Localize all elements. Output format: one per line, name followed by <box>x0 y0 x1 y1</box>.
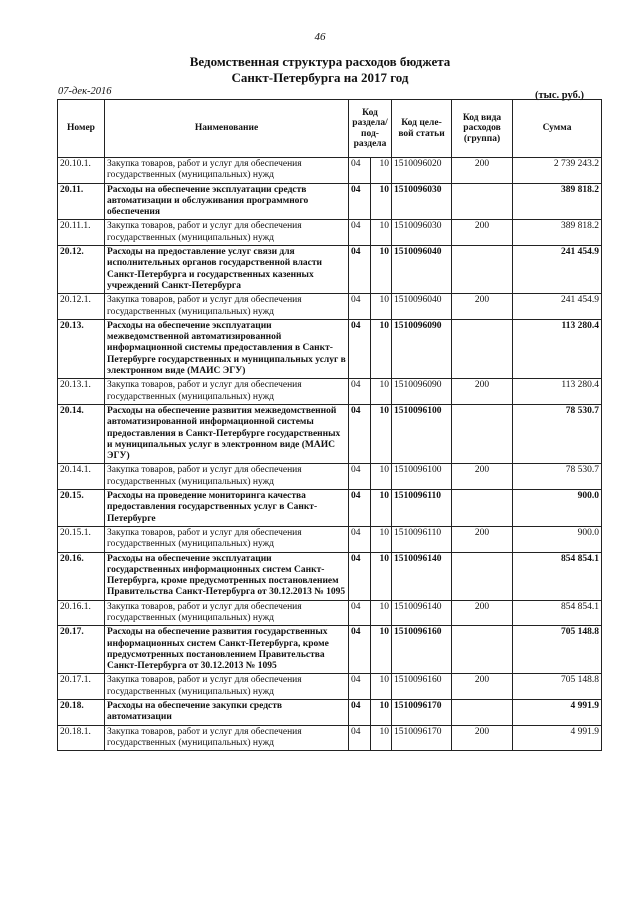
table-row <box>58 552 602 600</box>
row-section-code: 04 <box>349 294 371 320</box>
row-name: Закупка товаров, работ и услуг для обеспечения государственных (муниципальных) нужд <box>105 600 349 626</box>
row-article-code: 1510096090 <box>392 379 452 405</box>
table-row <box>58 246 602 294</box>
row-name: Закупка товаров, работ и услуг для обеспечения государственных (муниципальных) нужд <box>105 464 349 490</box>
row-number: 20.11.1. <box>58 220 105 246</box>
row-name: Закупка товаров, работ и услуг для обеспечения государственных (муниципальных) нужд <box>105 674 349 700</box>
row-number: 20.14.1. <box>58 464 105 490</box>
table-row <box>58 490 602 527</box>
row-name: Закупка товаров, работ и услуг для обеспечения государственных (муниципальных) нужд <box>105 526 349 552</box>
row-article-code: 1510096030 <box>392 220 452 246</box>
row-article-code: 1510096090 <box>392 319 452 378</box>
row-number: 20.18.1. <box>58 725 105 751</box>
table-header-row <box>58 100 602 158</box>
row-article-code: 1510096170 <box>392 725 452 751</box>
table-row <box>58 183 602 220</box>
row-expense-type: 200 <box>452 158 513 184</box>
table-row <box>58 379 602 405</box>
row-sum: 705 148.8 <box>513 626 602 674</box>
row-expense-type <box>452 319 513 378</box>
row-section-code: 04 <box>349 725 371 751</box>
row-number: 20.17.1. <box>58 674 105 700</box>
row-subsection-code: 10 <box>371 626 392 674</box>
row-expense-type: 200 <box>452 220 513 246</box>
row-subsection-code: 10 <box>371 319 392 378</box>
row-expense-type <box>452 246 513 294</box>
row-name: Закупка товаров, работ и услуг для обеспечения государственных (муниципальных) нужд <box>105 158 349 184</box>
row-name: Закупка товаров, работ и услуг для обеспечения государственных (муниципальных) нужд <box>105 725 349 751</box>
row-section-code: 04 <box>349 246 371 294</box>
row-article-code: 1510096140 <box>392 552 452 600</box>
row-subsection-code: 10 <box>371 674 392 700</box>
row-expense-type <box>452 183 513 220</box>
row-subsection-code: 10 <box>371 725 392 751</box>
row-number: 20.12. <box>58 246 105 294</box>
row-sum: 78 530.7 <box>513 404 602 463</box>
table-row <box>58 626 602 674</box>
row-subsection-code: 10 <box>371 526 392 552</box>
row-expense-type <box>452 490 513 527</box>
row-number: 20.16.1. <box>58 600 105 626</box>
header-expense-type: Код вида расходов (группа) <box>452 100 513 158</box>
header-sum: Сумма <box>513 100 602 158</box>
row-name: Расходы на обеспечение эксплуатации государственных информационных систем Санкт-Петербурга, кроме предусмотренных постановлением Правительства Санкт-Петербурга от 30.12.2013 № 1095 <box>105 552 349 600</box>
row-section-code: 04 <box>349 404 371 463</box>
row-sum: 389 818.2 <box>513 220 602 246</box>
row-sum: 241 454.9 <box>513 246 602 294</box>
table-row <box>58 464 602 490</box>
row-number: 20.13.1. <box>58 379 105 405</box>
row-sum: 854 854.1 <box>513 552 602 600</box>
row-section-code: 04 <box>349 700 371 726</box>
row-number: 20.14. <box>58 404 105 463</box>
row-article-code: 1510096160 <box>392 674 452 700</box>
title-line-1: Ведомственная структура расходов бюджета <box>189 54 451 69</box>
row-sum: 4 991.9 <box>513 700 602 726</box>
row-article-code: 1510096100 <box>392 404 452 463</box>
row-sum: 900.0 <box>513 490 602 527</box>
row-expense-type <box>452 700 513 726</box>
row-section-code: 04 <box>349 674 371 700</box>
row-article-code: 1510096110 <box>392 526 452 552</box>
row-expense-type: 200 <box>452 294 513 320</box>
row-name: Закупка товаров, работ и услуг для обеспечения государственных (муниципальных) нужд <box>105 220 349 246</box>
row-section-code: 04 <box>349 626 371 674</box>
row-number: 20.15. <box>58 490 105 527</box>
row-name: Расходы на обеспечение эксплуатации межведомственной автоматизированной информационной системы предоставления в Санкт-Петербурге государственных и муниципальных услуг в электронном виде (МАИС ЭГУ) <box>105 319 349 378</box>
row-section-code: 04 <box>349 183 371 220</box>
row-section-code: 04 <box>349 220 371 246</box>
document-title <box>0 54 640 86</box>
row-number: 20.17. <box>58 626 105 674</box>
title-line-2: Санкт-Петербурга на 2017 год <box>231 70 409 85</box>
row-subsection-code: 10 <box>371 220 392 246</box>
row-section-code: 04 <box>349 526 371 552</box>
header-article-code: Код целе- вой статьи <box>392 100 452 158</box>
row-expense-type: 200 <box>452 600 513 626</box>
row-name: Расходы на обеспечение закупки средств автоматизации <box>105 700 349 726</box>
row-subsection-code: 10 <box>371 404 392 463</box>
row-expense-type: 200 <box>452 526 513 552</box>
row-expense-type <box>452 404 513 463</box>
row-subsection-code: 10 <box>371 600 392 626</box>
row-name: Расходы на проведение мониторинга качества предоставления государственных услуг в Санкт-Петербурге <box>105 490 349 527</box>
row-name: Расходы на предоставление услуг связи для исполнительных органов государственной власти Санкт-Петербурга и государственных казенных учреждений Санкт-Петербурга <box>105 246 349 294</box>
row-subsection-code: 10 <box>371 700 392 726</box>
row-sum: 854 854.1 <box>513 600 602 626</box>
row-expense-type: 200 <box>452 674 513 700</box>
table-row <box>58 600 602 626</box>
header-section-code: Код раздела/ под- раздела <box>349 100 392 158</box>
table-row <box>58 674 602 700</box>
row-article-code: 1510096160 <box>392 626 452 674</box>
row-number: 20.10.1. <box>58 158 105 184</box>
row-section-code: 04 <box>349 319 371 378</box>
row-name: Расходы на обеспечение развития государственных информационных систем Санкт-Петербурга, кроме предусмотренных постановлением Правительства Санкт-Петербурга от 30.12.2013 № 1095 <box>105 626 349 674</box>
row-section-code: 04 <box>349 552 371 600</box>
row-expense-type: 200 <box>452 379 513 405</box>
row-sum: 2 739 243.2 <box>513 158 602 184</box>
units-label: (тыс. руб.) <box>535 90 584 101</box>
row-number: 20.18. <box>58 700 105 726</box>
row-subsection-code: 10 <box>371 490 392 527</box>
table-row <box>58 404 602 463</box>
row-section-code: 04 <box>349 158 371 184</box>
row-sum: 113 280.4 <box>513 379 602 405</box>
row-subsection-code: 10 <box>371 464 392 490</box>
row-sum: 113 280.4 <box>513 319 602 378</box>
document-date: 07-дек-2016 <box>58 86 112 97</box>
budget-table <box>57 99 602 751</box>
table-row <box>58 725 602 751</box>
table-row <box>58 294 602 320</box>
row-name: Расходы на обеспечение развития межведомственной автоматизированной информационной системы предоставления в Санкт-Петербурге государственных и муниципальных услуг в электронном виде (МАИС ЭГУ) <box>105 404 349 463</box>
table-row <box>58 319 602 378</box>
row-subsection-code: 10 <box>371 552 392 600</box>
row-article-code: 1510096110 <box>392 490 452 527</box>
row-number: 20.16. <box>58 552 105 600</box>
row-subsection-code: 10 <box>371 158 392 184</box>
row-name: Закупка товаров, работ и услуг для обеспечения государственных (муниципальных) нужд <box>105 379 349 405</box>
row-sum: 241 454.9 <box>513 294 602 320</box>
table-row <box>58 526 602 552</box>
table-row <box>58 220 602 246</box>
row-number: 20.15.1. <box>58 526 105 552</box>
row-section-code: 04 <box>349 490 371 527</box>
row-subsection-code: 10 <box>371 183 392 220</box>
row-article-code: 1510096030 <box>392 183 452 220</box>
row-article-code: 1510096040 <box>392 246 452 294</box>
row-expense-type: 200 <box>452 464 513 490</box>
table-row <box>58 700 602 726</box>
row-sum: 705 148.8 <box>513 674 602 700</box>
row-expense-type <box>452 552 513 600</box>
row-subsection-code: 10 <box>371 246 392 294</box>
row-expense-type <box>452 626 513 674</box>
header-number: Номер <box>58 100 105 158</box>
row-sum: 4 991.9 <box>513 725 602 751</box>
page-number: 46 <box>314 31 326 43</box>
row-article-code: 1510096170 <box>392 700 452 726</box>
row-article-code: 1510096020 <box>392 158 452 184</box>
row-subsection-code: 10 <box>371 379 392 405</box>
row-section-code: 04 <box>349 600 371 626</box>
row-number: 20.12.1. <box>58 294 105 320</box>
header-name: Наименование <box>105 100 349 158</box>
row-article-code: 1510096140 <box>392 600 452 626</box>
row-article-code: 1510096100 <box>392 464 452 490</box>
row-sum: 78 530.7 <box>513 464 602 490</box>
row-section-code: 04 <box>349 464 371 490</box>
row-sum: 389 818.2 <box>513 183 602 220</box>
row-sum: 900.0 <box>513 526 602 552</box>
row-expense-type: 200 <box>452 725 513 751</box>
row-number: 20.13. <box>58 319 105 378</box>
row-name: Расходы на обеспечение эксплуатации средств автоматизации и обслуживания программного обеспечения <box>105 183 349 220</box>
row-name: Закупка товаров, работ и услуг для обеспечения государственных (муниципальных) нужд <box>105 294 349 320</box>
row-section-code: 04 <box>349 379 371 405</box>
table-row <box>58 158 602 184</box>
row-subsection-code: 10 <box>371 294 392 320</box>
row-article-code: 1510096040 <box>392 294 452 320</box>
row-number: 20.11. <box>58 183 105 220</box>
